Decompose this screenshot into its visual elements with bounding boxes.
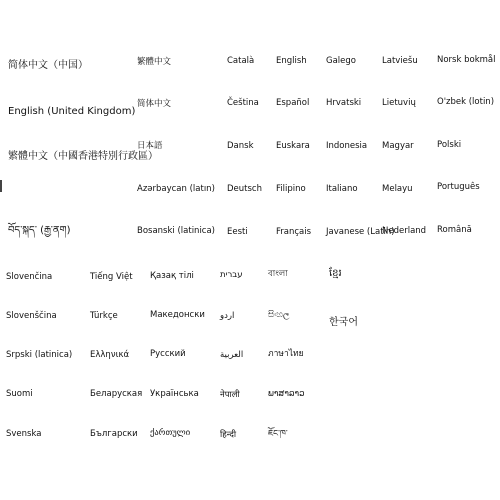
- language-option[interactable]: Español: [276, 98, 310, 108]
- language-option[interactable]: 日本語: [137, 141, 163, 151]
- language-option[interactable]: Català: [227, 56, 255, 66]
- language-option[interactable]: Srpski (latinica): [6, 350, 73, 360]
- language-option[interactable]: 简体中文: [137, 99, 172, 109]
- language-option[interactable]: Indonesia: [326, 141, 368, 151]
- language-option[interactable]: Русский: [150, 349, 186, 359]
- language-option[interactable]: Français: [276, 227, 312, 237]
- language-option[interactable]: Македонски: [150, 310, 205, 320]
- language-option[interactable]: Nederland: [382, 226, 427, 236]
- language-option[interactable]: Türkçe: [90, 311, 118, 321]
- language-option[interactable]: नेपाली: [220, 390, 240, 400]
- language-option[interactable]: বাংলা: [268, 269, 288, 279]
- language-option[interactable]: Norsk bokmål: [437, 55, 496, 65]
- language-option[interactable]: Filipino: [276, 184, 306, 194]
- language-option[interactable]: Eesti: [227, 227, 248, 237]
- language-option[interactable]: O'zbek (lotin): [437, 97, 495, 107]
- language-option[interactable]: Lietuvių: [382, 98, 416, 108]
- language-option[interactable]: 简体中文（中国）: [8, 60, 88, 71]
- language-option[interactable]: Azərbaycan (latın): [137, 184, 215, 194]
- language-option[interactable]: Svenska: [6, 429, 42, 439]
- language-option[interactable]: Hrvatski: [326, 98, 362, 108]
- language-option[interactable]: 한국어: [329, 317, 358, 328]
- language-option[interactable]: Javanese (Latin): [326, 227, 395, 237]
- language-option[interactable]: Українська: [150, 389, 199, 399]
- language-option[interactable]: اردو: [220, 311, 235, 321]
- language-option[interactable]: Suomi: [6, 389, 33, 399]
- language-option[interactable]: Беларуская: [90, 389, 143, 399]
- language-option[interactable]: Slovenščina: [6, 311, 57, 321]
- language-option[interactable]: ภาษาไทย: [268, 349, 304, 359]
- language-option[interactable]: Tiếng Việt: [90, 272, 133, 282]
- language-option[interactable]: Română: [437, 225, 472, 235]
- language-option[interactable]: Italiano: [326, 184, 358, 194]
- language-option[interactable]: Português: [437, 182, 480, 192]
- language-option[interactable]: Deutsch: [227, 184, 262, 194]
- language-option[interactable]: العربية: [220, 350, 244, 360]
- language-option[interactable]: Български: [90, 429, 138, 439]
- language-option[interactable]: Galego: [326, 56, 356, 66]
- language-option[interactable]: Dansk: [227, 141, 254, 151]
- language-option[interactable]: Polski: [437, 140, 462, 150]
- language-option[interactable]: English (United Kingdom): [8, 106, 136, 117]
- language-option[interactable]: Magyar: [382, 141, 414, 151]
- language-option[interactable]: ខ្មែរ: [329, 268, 342, 279]
- language-option[interactable]: Bosanski (latinica): [137, 226, 215, 236]
- selection-marker-icon: [0, 180, 2, 192]
- language-option[interactable]: Қазақ тілі: [150, 271, 194, 281]
- language-option[interactable]: 繁體中文: [137, 57, 172, 67]
- language-option[interactable]: Latviešu: [382, 56, 418, 66]
- language-option[interactable]: Euskara: [276, 141, 310, 151]
- language-option[interactable]: Slovenčina: [6, 272, 53, 282]
- language-option[interactable]: ພາສາລາວ: [268, 389, 305, 399]
- language-option[interactable]: Ελληνικά: [90, 350, 130, 360]
- language-option[interactable]: සිංහල: [268, 310, 290, 320]
- language-option[interactable]: ཇོང་ཁ་: [268, 429, 288, 439]
- language-option[interactable]: हिन्दी: [220, 430, 237, 440]
- language-option[interactable]: English: [276, 56, 307, 66]
- language-option[interactable]: עברית: [220, 270, 243, 280]
- language-option[interactable]: Melayu: [382, 184, 413, 194]
- language-option[interactable]: བོད་སྐད་ (རྒྱ་ནག): [8, 225, 71, 236]
- language-option[interactable]: Čeština: [227, 98, 259, 108]
- language-option[interactable]: 繁體中文（中國香港特別行政區）: [8, 151, 158, 162]
- language-option[interactable]: ქართული: [150, 428, 191, 438]
